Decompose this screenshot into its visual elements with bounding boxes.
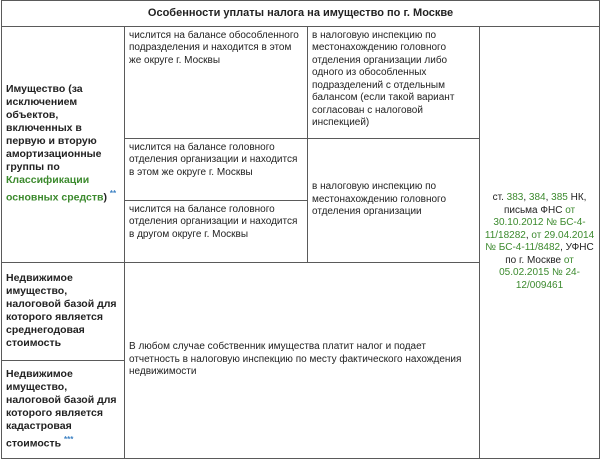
movable-property-header	[2, 26, 125, 262]
ref-letter-1[interactable]: от 30.10.2012 № БС-4-11/18282	[484, 204, 586, 241]
ref-letter-3[interactable]: от 05.02.2015 № 24-12/009461	[499, 254, 580, 291]
classification-link[interactable]: Классификации основных средств	[6, 174, 104, 204]
case3-condition: числится на балансе головного отделения организации и находится в другом округе г. Москвы	[125, 200, 308, 262]
refs-sep1: ,	[523, 192, 529, 203]
footnote-triple-asterisk[interactable]: ***	[63, 434, 74, 444]
case1-place: в налоговую инспекцию по местонахождению головного отделения организации либо одного из обособленных подразделений с отдельным балансом (если такой вариант согласован с налоговой инспекцией)	[308, 26, 480, 138]
ref-art-383[interactable]: 383	[506, 192, 524, 203]
refs-suffix: НК, письма ФНС	[503, 192, 587, 216]
ref-art-385[interactable]: 385	[551, 192, 568, 203]
refs-sep4: , УФНС по г. Москве	[505, 242, 594, 266]
refs-prefix: ст.	[492, 192, 507, 203]
ref-letter-2[interactable]: от 29.04.2014 № БС-4-11/8482	[485, 229, 595, 253]
case23-place: в налоговую инспекцию по местонахождению головного отделения организации	[308, 138, 480, 262]
footnote-double-asterisk[interactable]: **	[109, 189, 117, 199]
tax-table	[1, 0, 600, 459]
realty-avg-header: Недвижимое имущество, налоговой базой для которого является среднегодовая стоимость	[2, 262, 125, 360]
legal-references	[480, 26, 600, 458]
movable-head-close: )	[103, 191, 107, 204]
ref-art-384[interactable]: 384	[528, 192, 546, 203]
case1-condition: числится на балансе обособленного подразделения и находится в этом же округе г. Москвы	[125, 26, 308, 138]
refs-sep2: ,	[545, 192, 552, 203]
table-title: Особенности уплаты налога на имущество по г. Москве	[2, 1, 600, 27]
refs-sep3: ,	[525, 229, 532, 241]
case2-condition: числится на балансе головного отделения организации и находится в этом же округе г. Москвы	[125, 138, 308, 200]
movable-head-text: Имущество (за исключением объектов, включенных в первую и вторую амортизационные группы по	[6, 83, 102, 174]
realty-text: В любом случае собственник имущества платит налог и подает отчетность в налоговую инспекцию по месту фактического нахождения недвижимости	[125, 262, 480, 458]
realty-cad-header	[2, 360, 125, 458]
realty-cad-text: Недвижимое имущество, налоговой базой для которого является кадастровая стоимость	[6, 367, 117, 450]
